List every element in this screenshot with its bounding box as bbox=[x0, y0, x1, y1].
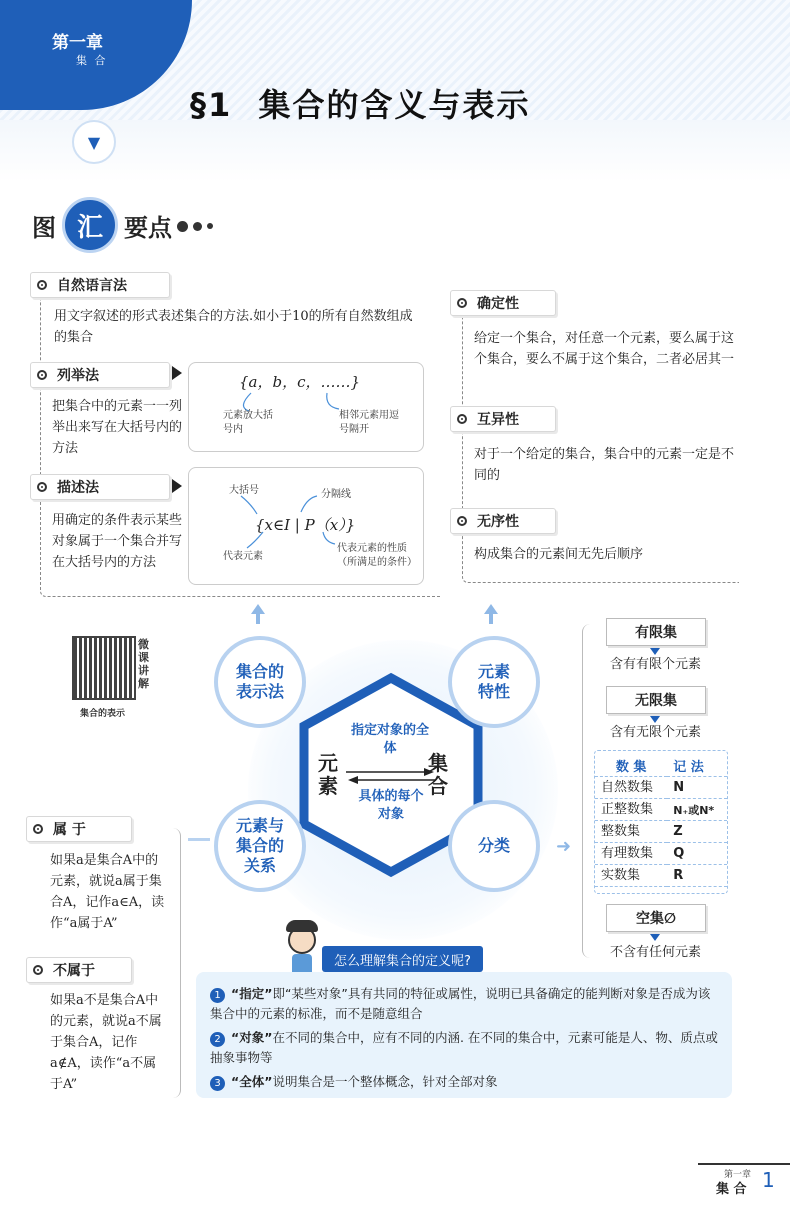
text-list-method: 把集合中的元素一一列举出来写在大括号内的方法 bbox=[52, 399, 183, 456]
list-note-2: 相邻元素用逗号隔开 bbox=[339, 410, 399, 435]
understand-item-1: 1 “指定”即“某些对象”具有共同的特征或属性，说明已具备确定的能判断对象是否成为该集合中的元素的标准，而不是随意组合 bbox=[210, 986, 711, 1021]
text-belong: 如果a是集合A中的元素，就说a属于集合A，记作a∈A，读作“a属于A” bbox=[50, 853, 165, 931]
table-row: 自然数集 N bbox=[595, 777, 727, 799]
number-badge: 3 bbox=[210, 1076, 225, 1091]
bullet-icon bbox=[37, 482, 47, 492]
arrow-stem bbox=[256, 614, 260, 624]
list-example-box bbox=[188, 362, 424, 452]
label-definiteness: 确定性 bbox=[450, 290, 556, 316]
text-unordered: 构成集合的元素间无先后顺序 bbox=[474, 547, 644, 562]
text-infinite-set: 含有无限个元素 bbox=[610, 725, 702, 740]
bullet-icon bbox=[33, 824, 43, 834]
page-title: §1 集合的含义与表示 bbox=[190, 86, 531, 124]
section-heading bbox=[32, 200, 213, 250]
arrow-stem bbox=[489, 614, 493, 624]
label-not-belong: 不属于 bbox=[26, 957, 132, 983]
table-row: 有理数集 Q bbox=[595, 843, 727, 865]
arrow-left-stem bbox=[188, 838, 210, 841]
chevron-down-icon: ▼ bbox=[72, 120, 116, 164]
table-row: 整数集 Z bbox=[595, 821, 727, 843]
bullet-icon bbox=[37, 370, 47, 380]
arrow-right-icon: ➜ bbox=[556, 836, 572, 857]
note-property: 代表元素的性质（所满足的条件） bbox=[337, 543, 417, 568]
label-finite-set: 有限集 bbox=[606, 618, 706, 646]
node-classification[interactable]: 分类 bbox=[448, 800, 540, 892]
section-badge: 汇 bbox=[62, 197, 118, 253]
section-right: 要点 bbox=[124, 213, 172, 242]
number-badge: 2 bbox=[210, 1032, 225, 1047]
left-bottom-frame bbox=[170, 828, 181, 1098]
number-badge: 1 bbox=[210, 988, 225, 1003]
text-describe-method: 用确定的条件表示某些对象属于一个集合并写在大括号内的方法 bbox=[52, 513, 183, 570]
section-left: 图 bbox=[32, 213, 56, 242]
node-properties[interactable]: 元素特性 bbox=[448, 636, 540, 728]
label-natural-language: 自然语言法 bbox=[30, 272, 170, 298]
number-set-table bbox=[595, 755, 727, 887]
dots-icon bbox=[172, 211, 213, 239]
play-icon bbox=[172, 366, 182, 380]
note-separator: 分隔线 bbox=[321, 489, 351, 500]
list-arrows bbox=[189, 363, 423, 451]
chapter-label: 第一章 bbox=[52, 33, 103, 53]
text-natural-language: 用文字叙述的形式表述集合的方法.如小于10的所有自然数组成的集合 bbox=[54, 309, 413, 345]
table-head-notation: 记 法 bbox=[667, 755, 727, 777]
hex-top-text: 指定对象的全体 bbox=[350, 723, 429, 756]
label-list-method: 列举法 bbox=[30, 362, 170, 388]
describe-formula: {x∈I | P（x）} bbox=[255, 516, 356, 534]
bullet-icon bbox=[457, 298, 467, 308]
footer-rule bbox=[698, 1163, 790, 1165]
hex-left-text: 元素 bbox=[318, 751, 338, 798]
note-brace: 大括号 bbox=[229, 485, 259, 496]
qr-caption: 集合的表示 bbox=[80, 709, 126, 719]
page-number: 1 bbox=[762, 1168, 775, 1192]
triangle-down-icon bbox=[650, 934, 660, 941]
text-finite-set: 含有有限个元素 bbox=[610, 657, 702, 672]
play-icon bbox=[172, 479, 182, 493]
table-row: 实数集 R bbox=[595, 865, 727, 887]
label-infinite-set: 无限集 bbox=[606, 686, 706, 714]
hex-bottom-text: 具体的每个对象 bbox=[358, 789, 424, 822]
label-unordered: 无序性 bbox=[450, 508, 556, 534]
list-formula: {a，b，c，……} bbox=[239, 373, 361, 391]
understand-item-3: 3 “全体”说明集合是一个整体概念，针对全部对象 bbox=[210, 1072, 718, 1092]
table-head-set: 数 集 bbox=[595, 755, 667, 777]
chapter-sub: 集 合 bbox=[76, 54, 108, 67]
understand-box bbox=[196, 972, 732, 1098]
label-belong: 属 于 bbox=[26, 816, 132, 842]
hex-right-text: 集合 bbox=[428, 751, 448, 798]
bullet-icon bbox=[37, 280, 47, 290]
understand-item-2: 2 “对象”在不同的集合中，应有不同的内涵. 在不同的集合中，元素可能是人、物、质点或抽象事物等 bbox=[210, 1030, 718, 1065]
arrow-up-icon bbox=[484, 604, 498, 614]
footer-name: 集 合 bbox=[716, 1182, 747, 1197]
number-set-table-box bbox=[594, 750, 728, 894]
qr-code[interactable] bbox=[72, 636, 136, 700]
note-element: 代表元素 bbox=[223, 551, 263, 562]
qr-side-label: 微课讲解 bbox=[138, 638, 149, 690]
header-fade bbox=[0, 120, 790, 182]
bullet-icon bbox=[457, 414, 467, 424]
table-row: 正整数集 N₊或N* bbox=[595, 799, 727, 821]
node-relation[interactable]: 元素与集合的关系 bbox=[214, 800, 306, 892]
bullet-icon bbox=[457, 516, 467, 526]
cartoon-avatar bbox=[282, 918, 322, 976]
question-bubble: 怎么理解集合的定义呢? bbox=[322, 946, 483, 972]
text-not-belong: 如果a不是集合A中的元素，就说a不属于集合A，记作a∉A，读作“a不属于A” bbox=[50, 993, 162, 1092]
bullet-icon bbox=[33, 965, 43, 975]
node-representation[interactable]: 集合的表示法 bbox=[214, 636, 306, 728]
list-note-1: 元素放大括号内 bbox=[223, 410, 273, 435]
text-definiteness: 给定一个集合，对任意一个元素，要么属于这个集合，要么不属于这个集合，二者必居其一 bbox=[474, 331, 735, 367]
footer-chapter: 第一章 bbox=[724, 1170, 752, 1180]
arrow-up-icon bbox=[251, 604, 265, 614]
describe-example-box bbox=[188, 467, 424, 585]
label-distinctness: 互异性 bbox=[450, 406, 556, 432]
label-empty-set: 空集∅ bbox=[606, 904, 706, 932]
text-distinctness: 对于一个给定的集合，集合中的元素一定是不同的 bbox=[474, 447, 735, 483]
text-empty-set: 不含有任何元素 bbox=[610, 945, 702, 960]
label-describe-method: 描述法 bbox=[30, 474, 170, 500]
